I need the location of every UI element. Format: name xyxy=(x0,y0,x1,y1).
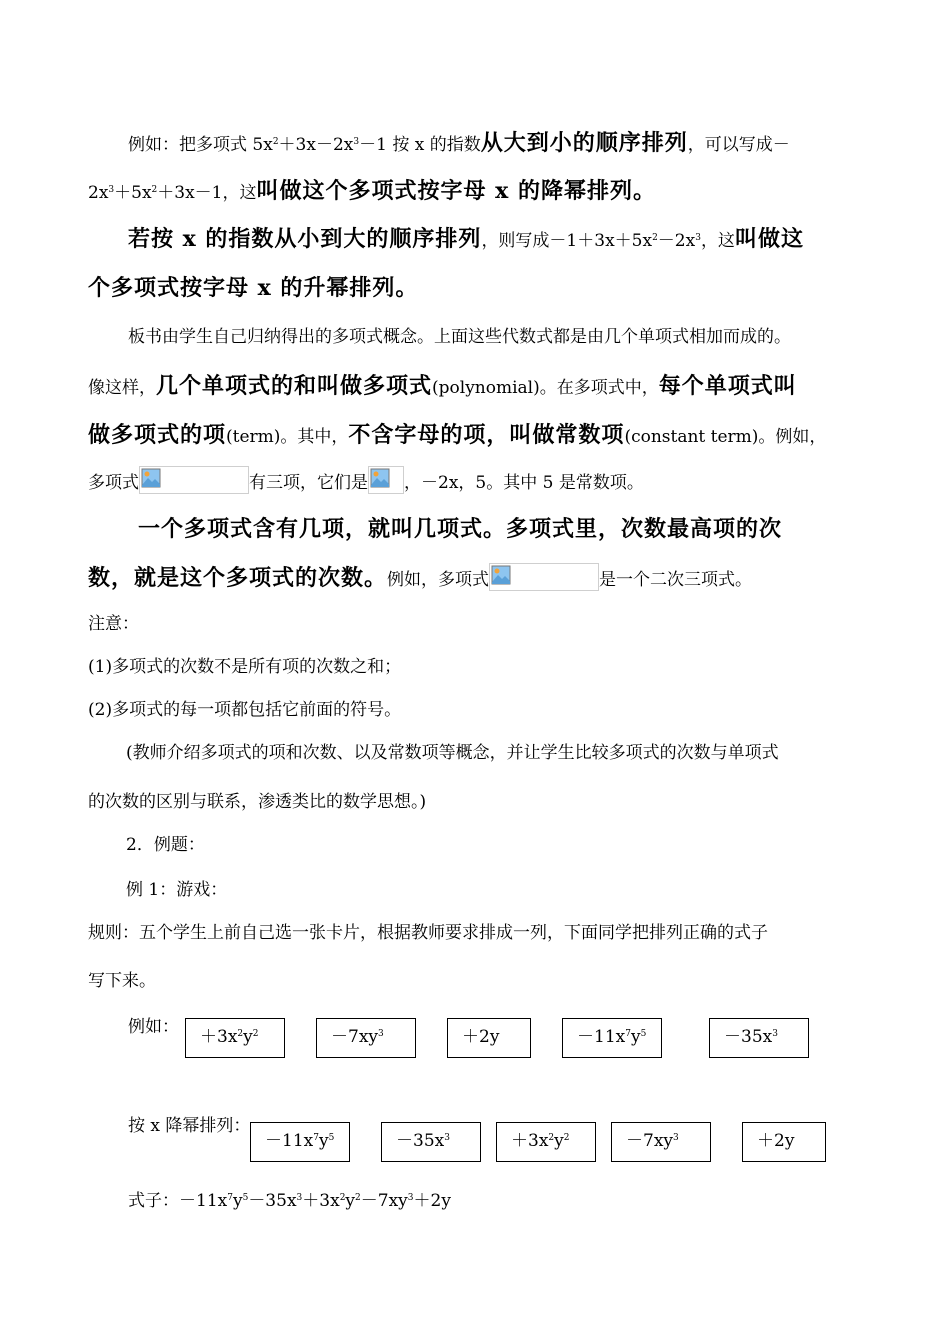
text: ＋2y xyxy=(413,1191,451,1211)
exponent: 2 xyxy=(272,137,279,147)
text: y xyxy=(232,1191,243,1211)
formula-image-placeholder xyxy=(139,466,249,494)
text: ，－2x，5。其中 5 是常数项。 xyxy=(404,473,644,493)
para3-line3 xyxy=(88,418,868,449)
emphasis-text: 几个单项式的和叫做多项式 xyxy=(156,373,433,399)
exponent: 3 xyxy=(695,233,701,243)
card[interactable] xyxy=(611,1122,711,1162)
card-text: －11x xyxy=(265,1131,314,1151)
exponent: 3 xyxy=(673,1133,679,1143)
emphasis-text: 做多项式的项 xyxy=(88,422,227,448)
text: ＋3x xyxy=(302,1191,340,1211)
exponent: 7 xyxy=(625,1029,631,1039)
card-text: y xyxy=(318,1131,329,1151)
para1-line2 xyxy=(88,174,868,205)
card[interactable] xyxy=(447,1018,531,1058)
broken-image-icon xyxy=(370,468,390,488)
exponent: 3 xyxy=(353,137,360,147)
text: 2x xyxy=(88,183,109,203)
card[interactable] xyxy=(496,1122,596,1162)
note-2: (2)多项式的每一项都包括它前面的符号。 xyxy=(88,700,402,720)
exponent: 7 xyxy=(227,1193,233,1203)
card-text: ＋2y xyxy=(462,1027,500,1047)
broken-image-icon xyxy=(491,565,511,585)
text: 例如，多项式 xyxy=(387,570,490,590)
para3-line1 xyxy=(128,322,908,347)
text: ＋5x xyxy=(114,183,152,203)
para3-line4 xyxy=(88,466,868,494)
text: ＋3x－2x xyxy=(278,135,354,155)
emphasis-text: 一个多项式含有几项，就叫几项式。多项式里，次数最高项的次 xyxy=(138,516,783,542)
text: 例如：把多项式 5x xyxy=(128,135,273,155)
text: (polynomial)。在多项式中， xyxy=(432,378,659,398)
exponent: 3 xyxy=(444,1133,450,1143)
card[interactable] xyxy=(742,1122,826,1162)
text: 是一个二次三项式。 xyxy=(599,570,753,590)
formula-line xyxy=(128,1186,908,1211)
card-text: ＋2y xyxy=(757,1131,795,1151)
emphasis-text: 每个单项式叫 xyxy=(658,373,797,399)
exponent: 5 xyxy=(640,1029,647,1039)
example-label: 例如： xyxy=(128,1017,179,1037)
para5-line2: 的次数的区别与联系，渗透类比的数学思想。) xyxy=(88,792,427,812)
text: 有三项，它们是 xyxy=(249,473,368,493)
card[interactable] xyxy=(316,1018,416,1058)
exponent: 2 xyxy=(151,185,158,195)
exponent: 2 xyxy=(252,1029,259,1039)
sort-label: 按 x 降幂排列： xyxy=(128,1116,251,1136)
emphasis-text: 从大到小的顺序排列 xyxy=(480,130,688,156)
exponent: 5 xyxy=(242,1193,249,1203)
formula-image-placeholder xyxy=(368,466,404,494)
exponent: 2 xyxy=(339,1193,346,1203)
text: －7xy xyxy=(360,1191,408,1211)
card-text: ＋3x xyxy=(200,1027,238,1047)
card-text: y xyxy=(554,1131,564,1151)
emphasis-text: 数，就是这个多项式的次数。 xyxy=(88,565,388,591)
para4-line1 xyxy=(138,512,918,543)
card-text: ＋3x xyxy=(511,1131,549,1151)
broken-image-icon xyxy=(141,468,161,488)
text: ，这 xyxy=(700,231,735,251)
text: ＋3x－1，这 xyxy=(157,183,257,203)
para2-line1 xyxy=(128,222,908,253)
exponent: 3 xyxy=(407,1193,414,1203)
card-text: －7xy xyxy=(626,1131,674,1151)
emphasis-text: 若按 x 的指数从小到大的顺序排列 xyxy=(128,226,482,252)
card[interactable] xyxy=(381,1122,481,1162)
text: 像这样， xyxy=(88,378,156,398)
exponent: 2 xyxy=(237,1029,244,1039)
text: 多项式 xyxy=(88,473,139,493)
section-heading: 2．例题： xyxy=(126,835,205,855)
text: －2x xyxy=(657,231,696,251)
notes-title: 注意： xyxy=(88,614,139,634)
exponent: 3 xyxy=(772,1029,778,1039)
para1-line1 xyxy=(128,126,908,157)
card-text: －11x xyxy=(577,1027,626,1047)
exponent: 2 xyxy=(355,1193,361,1203)
text: 式子：－11x xyxy=(128,1191,228,1211)
para4-line2 xyxy=(88,561,868,592)
card[interactable] xyxy=(562,1018,662,1058)
formula-image-placeholder xyxy=(489,563,599,591)
text: ，可以写成－ xyxy=(687,135,790,155)
para3-line2 xyxy=(88,369,868,400)
note-1: (1)多项式的次数不是所有项的次数之和； xyxy=(88,657,402,677)
text: －1 按 x 的指数 xyxy=(359,135,481,155)
para2-line2 xyxy=(88,271,868,302)
exponent: 3 xyxy=(296,1193,303,1203)
text: 板书由学生自己归纳得出的多项式概念。上面这些代数式都是由几个单项式相加而成的。 xyxy=(128,327,791,347)
text: y xyxy=(345,1191,356,1211)
exponent: 7 xyxy=(313,1133,319,1143)
card[interactable] xyxy=(709,1018,809,1058)
rule-line1: 规则：五个学生上前自己选一张卡片，根据教师要求排成一列，下面同学把排列正确的式子 xyxy=(88,923,768,943)
exponent: 2 xyxy=(563,1133,570,1143)
exponent: 5 xyxy=(328,1133,335,1143)
rule-line2: 写下来。 xyxy=(88,971,156,991)
exponent: 3 xyxy=(378,1029,384,1039)
para5-line1: (教师介绍多项式的项和次数、以及常数项等概念，并让学生比较多项式的次数与单项式 xyxy=(126,743,779,763)
card[interactable] xyxy=(185,1018,285,1058)
text: (constant term)。例如， xyxy=(624,427,827,447)
emphasis-text: 叫做这 xyxy=(734,226,804,252)
exponent: 2 xyxy=(548,1133,555,1143)
emphasis-text: 不含字母的项，叫做常数项 xyxy=(348,422,625,448)
card-text: －7xy xyxy=(331,1027,379,1047)
card-text: －35x xyxy=(724,1027,773,1047)
card-text: y xyxy=(630,1027,641,1047)
exponent: 2 xyxy=(652,233,658,243)
text: (term)。其中， xyxy=(226,427,349,447)
card[interactable] xyxy=(250,1122,350,1162)
emphasis-text: 个多项式按字母 x 的升幂排列。 xyxy=(88,275,419,301)
emphasis-text: 叫做这个多项式按字母 x 的降幂排列。 xyxy=(256,178,656,204)
text: ，则写成－1＋3x＋5x xyxy=(481,231,653,251)
card-text: y xyxy=(243,1027,253,1047)
text: －35x xyxy=(248,1191,297,1211)
exponent: 3 xyxy=(108,185,115,195)
example-1-title: 例 1：游戏： xyxy=(126,880,228,900)
card-text: －35x xyxy=(396,1131,445,1151)
